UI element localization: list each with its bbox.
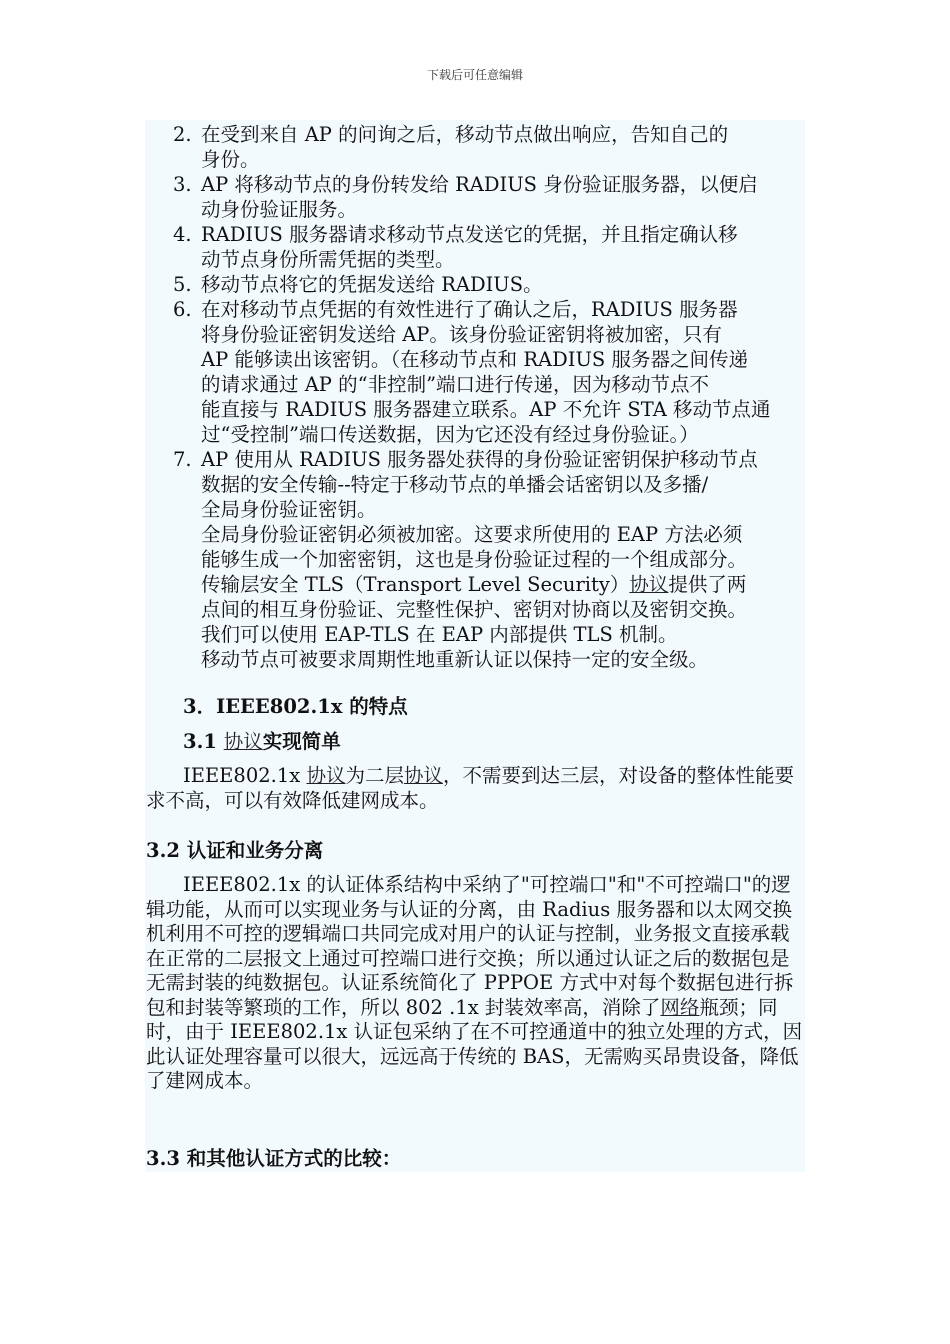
section-3-2-heading: 3.2 认证和业务分离 (146, 839, 324, 862)
heading-text: 实现简单 (262, 730, 341, 753)
link-protocol[interactable]: 协议 (403, 764, 443, 787)
section-3-1-heading (183, 729, 341, 755)
heading-number: 3.1 (183, 730, 224, 753)
link-protocol[interactable]: 协议 (223, 730, 263, 753)
list-item (173, 272, 823, 297)
text-segment: ，不需要到达三层，对设备的整体性能要求不高，可以有效降低建网成本。 (146, 764, 794, 812)
step7-reauth-paragraph: 移动节点可被要求周期性地重新认证以保持一定的安全级。 (201, 648, 709, 671)
list-item-number: 2. (173, 123, 192, 146)
list-item (173, 222, 823, 272)
text-segment: 为二层 (345, 764, 404, 787)
text-segment: IEEE802.1x (183, 764, 307, 787)
section-3-heading: 3．IEEE802.1x 的特点 (183, 695, 408, 718)
list-item-number: 5. (173, 273, 192, 296)
link-network[interactable]: 网络 (660, 995, 700, 1019)
text-segment: 传输层安全 TLS（Transport Level Security） (201, 573, 630, 596)
text-segment: 提供了两 点间的相互身份验证、完整性保护、密钥对协商以及密钥交换。 我们可以使用 EAP-TLS 在 EAP 内部提供 TLS 机制。 (201, 573, 748, 646)
list-item-number: 3. (173, 173, 192, 196)
list-item (173, 297, 823, 447)
list-item-number: 4. (173, 223, 192, 246)
text-segment: 瓶颈；同时，由于 IEEE802.1x 认证包采纳了在不可控通道中的独立处理的方式，因此认证处理容量可以很大，远远高于传统的 BAS，无需购买昂贵设备，降低了建网成本。 (146, 995, 803, 1092)
text-segment: IEEE802.1x 的认证体系结构中采纳了"可控端口"和"不可控端口"的逻辑功能，从而可以实现业务与认证的分离，由 Radius 服务器和以太网交换机利用不可控的逻辑端口共同完成对用户的认证与控制，业务报文直接承载在正常的二层报文上通过可控端口进行交换；所以通过认证之后的数据包是无需封装的纯数据包。认证系统简化了 PPPOE 方式中对每个数据包进行拆包和封装等繁琐的工作，所以 802 .1x 封装效率高，消除了 (146, 873, 794, 1019)
list-item-text: 在受到来自 AP 的问询之后，移动节点做出响应，告知自己的 身份。 (201, 123, 729, 171)
list-item-number: 7. (173, 448, 192, 471)
step7-extra-paragraph: 全局身份验证密钥必须被加密。这要求所使用的 EAP 方法必须 能够生成一个加密密钥，这也是身份验证过程的一个组成部分。 (201, 523, 748, 571)
section-3-3-heading: 3.3 和其他认证方式的比较： (146, 1147, 402, 1170)
list-item-text: 在对移动节点凭据的有效性进行了确认之后，RADIUS 服务器 将身份验证密钥发送给 AP。该身份验证密钥将被加密，只有 AP 能够读出该密钥。（在移动节点和 RADIUS 服务器之间传递 的请求通过 AP 的“非控制”端口进行传递，因为移动节点不 能直接与 RADIUS 服务器建立联系。AP 不允许 STA 移动节点通 过“受控制”端口传送数据，因为它还没有经过身份验证。） (201, 298, 771, 446)
header-note: 下载后可任意编辑 (426, 68, 523, 82)
section-3-2-paragraph (146, 873, 806, 1094)
list-item-text: AP 使用从 RADIUS 服务器处获得的身份验证密钥保护移动节点 数据的安全传输--特定于移动节点的单播会话密钥以及多播/ 全局身份验证密钥。 (201, 448, 758, 521)
list-item (173, 172, 823, 222)
list-item-number: 6. (173, 298, 192, 321)
list-item (173, 122, 823, 172)
step7-tls-paragraph (173, 572, 823, 647)
list-item-text: 移动节点将它的凭据发送给 RADIUS。 (201, 273, 543, 296)
list-item (173, 447, 823, 522)
link-protocol[interactable]: 协议 (629, 573, 669, 596)
section-3-1-paragraph (146, 764, 806, 813)
list-item-text: AP 将移动节点的身份转发给 RADIUS 身份验证服务器，以便启 动身份验证服务。 (201, 173, 758, 221)
link-protocol[interactable]: 协议 (306, 764, 346, 787)
steps-list (173, 122, 823, 672)
list-item-text: RADIUS 服务器请求移动节点发送它的凭据，并且指定确认移 动节点身份所需凭据的类型。 (201, 223, 738, 271)
